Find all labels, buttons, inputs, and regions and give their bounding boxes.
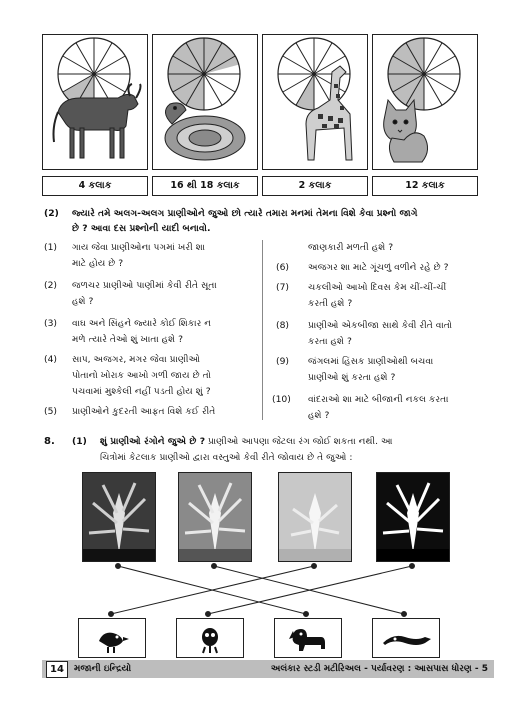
- owl-icon: [202, 628, 218, 653]
- q-right-7-num: (7): [276, 282, 290, 293]
- caption-cow: 4 કલાક: [42, 176, 148, 196]
- q-left-1-line1: ગાય જેવા પ્રાણીઓના પગમાં ખરી શા: [72, 242, 206, 253]
- q2-line1: જ્યારે તમે અલગ-અલગ પ્રાણીઓને જુઓ છો ત્યારે તમારા મનમાં તેમના વિશે કેવા પ્રશ્નો જાગે: [72, 208, 418, 219]
- snake-icon: [383, 636, 431, 645]
- dog-icon: [289, 629, 325, 651]
- q-left-5-num: (5): [44, 406, 58, 417]
- q-right-10-num: (10): [272, 394, 291, 405]
- q-right-9-line1: જંગલમાં હિંસક પ્રાણીઓથી બચવા: [308, 356, 434, 367]
- q2-number: (2): [44, 208, 59, 219]
- q-right-cont-line1: જાણકારી મળતી હશે ?: [308, 242, 394, 253]
- viewer-box-bird: [78, 618, 146, 658]
- q-left-4-line1: સાપ, અજગર, મગર જેવા પ્રાણીઓ: [72, 354, 201, 365]
- q-right-9-num: (9): [276, 356, 290, 367]
- q-left-2-line2: હશે ?: [72, 296, 94, 307]
- q-right-7-line1: ચકલીઓ આખો દિવસ કેમ ચીં-ચીં-ચીં: [308, 282, 447, 293]
- q-left-2-num: (2): [44, 280, 58, 291]
- q-left-2-line1: જળચર પ્રાણીઓ પાણીમાં કેવી રીતે સૂતા: [72, 280, 217, 291]
- q8-line1-rest: પ્રાણીઓ આપણા જેટલા રંગ જોઈ શકતા નથી. આ: [205, 436, 393, 447]
- q-right-9-line2: પ્રાણીઓ શું કરતા હશે ?: [308, 372, 396, 383]
- q-right-8-num: (8): [276, 320, 290, 331]
- q-right-7-line2: કરતી હશે ?: [308, 298, 353, 309]
- q8-line1-bold: શું પ્રાણીઓ રંગોને જુએ છે ?: [100, 436, 206, 447]
- viewer-box-owl: [176, 618, 244, 658]
- q-left-5-line1: પ્રાણીઓને કુદરતી આફત વિશે કઈ રીતે: [72, 406, 216, 417]
- q-left-3-num: (3): [44, 318, 58, 329]
- q-left-1-num: (1): [44, 242, 58, 253]
- q8-line2: ચિત્રોમાં કેટલાક પ્રાણીઓ દ્વારા વસ્તુઓ કેવી રીતે જોવાય છે તે જુઓ :: [100, 452, 353, 463]
- q-right-10-line1: વાંદરાઓ શા માટે બીજાની નકલ કરતા: [308, 394, 449, 405]
- bird-icon: [99, 633, 129, 653]
- q-right-6-num: (6): [276, 262, 290, 273]
- page-number: 14: [46, 661, 68, 678]
- q-left-3-line2: મળે ત્યારે તેઓ શું ખાતા હશે ?: [72, 334, 184, 345]
- q-right-8-line2: કરતા હશે ?: [308, 336, 352, 347]
- q-left-4-line3: પચવામાં મુશ્કેલી નહીં પડતી હોય શું ?: [72, 386, 211, 397]
- caption-python: 16 થી 18 કલાક: [152, 176, 258, 196]
- q2-line2: છે ? આવા દસ પ્રશ્નોની યાદી બનાવો.: [72, 223, 211, 234]
- caption-giraffe: 2 કલાક: [262, 176, 368, 196]
- q-right-8-line1: પ્રાણીઓ એકબીજા સાથે કેવી રીતે વાતો: [308, 320, 453, 331]
- q-left-1-line2: માટે હોય છે ?: [72, 258, 124, 269]
- viewer-box-snake: [372, 618, 440, 658]
- q-left-4-num: (4): [44, 354, 58, 365]
- footer-chapter-title: મજાની ઇન્દ્રિયો: [74, 664, 132, 674]
- q-right-6-line1: અજગર શા માટે ગૂંચળું વળીને રહે છે ?: [308, 262, 449, 273]
- q8-sub-number: (1): [72, 436, 87, 447]
- viewer-box-dog: [274, 618, 342, 658]
- footer-book-title: અલંકાર સ્ટડી મટીરિઅલ - પર્યાવરણ : આસપાસ ધોરણ - 5: [270, 664, 488, 674]
- q8-number: 8.: [44, 436, 55, 447]
- q-left-4-line2: પોતાનો ખોરાક આખો ગળી જાય છે તો: [72, 370, 212, 381]
- q-right-10-line2: હશે ?: [308, 410, 330, 421]
- q-left-3-line1: વાઘ અને સિંહને જ્યારે કોઈ શિકાર ન: [72, 318, 212, 329]
- caption-cat: 12 કલાક: [372, 176, 478, 196]
